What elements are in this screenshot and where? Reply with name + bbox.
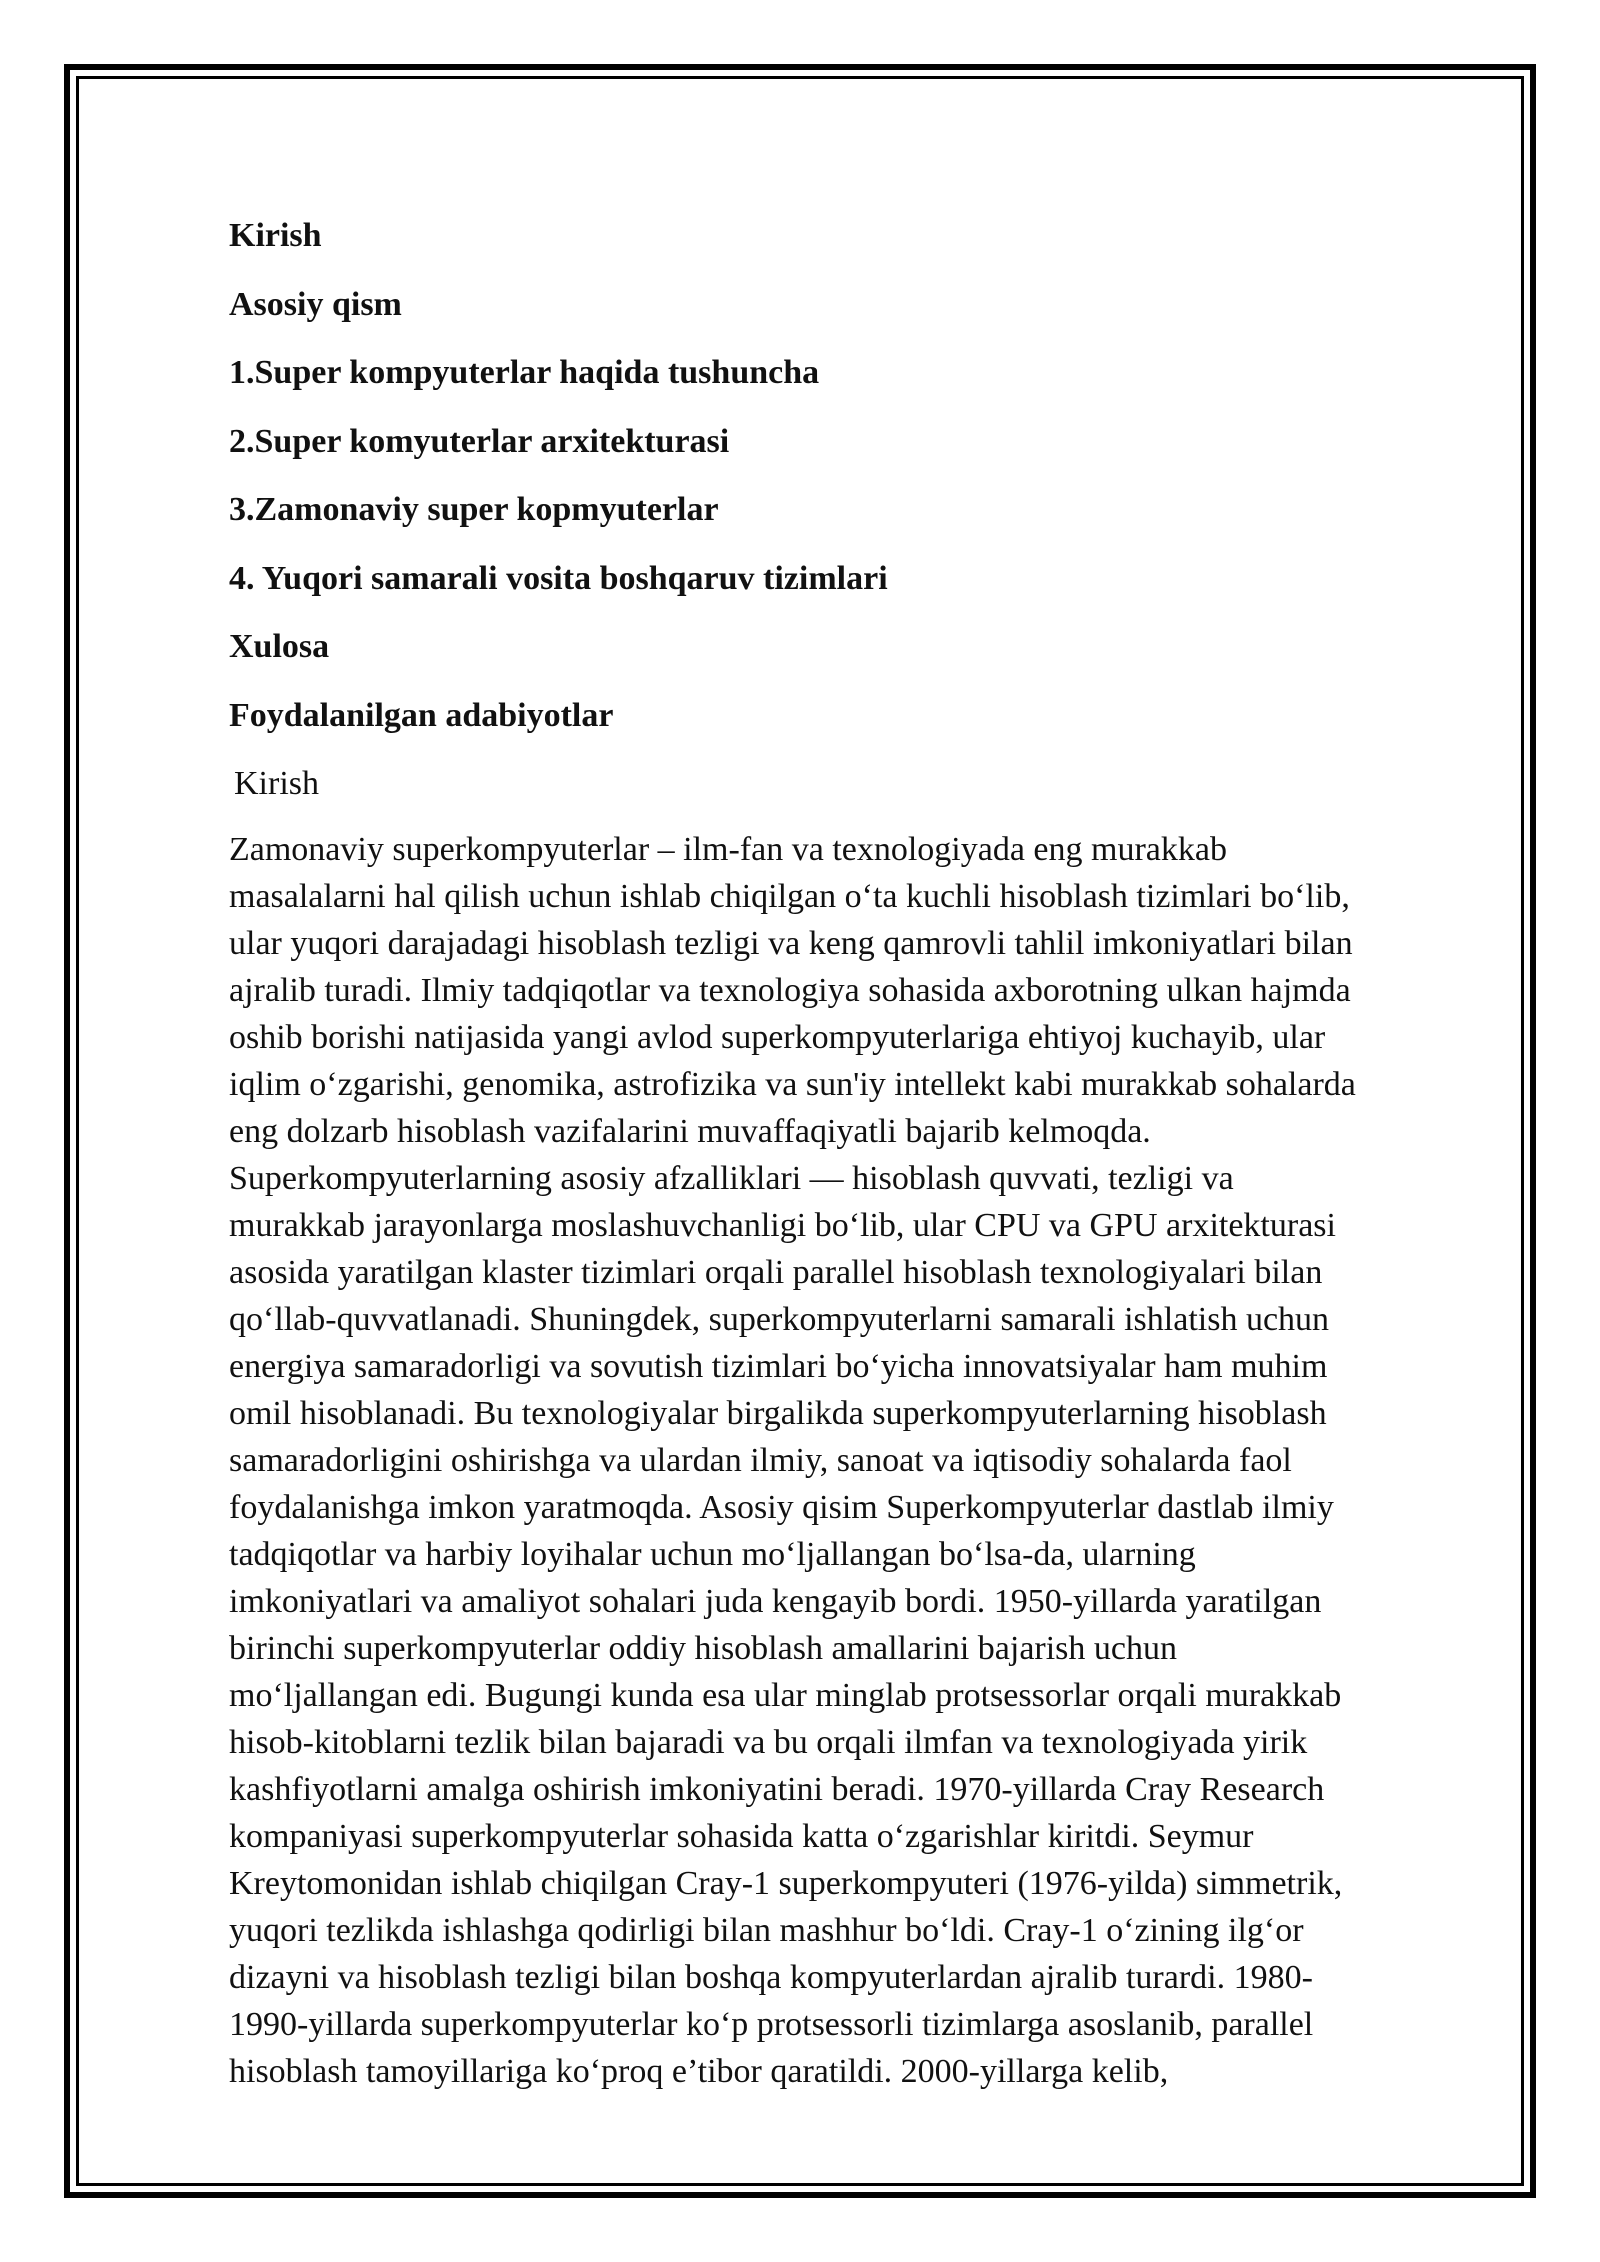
paragraph-line: samaradorligini oshirishga va ulardan ilmiy, sanoat va iqtisodiy sohalarda faol [229, 1442, 1292, 1479]
toc-item-intro: Kirish [229, 217, 322, 254]
paragraph-line: birinchi superkompyuterlar oddiy hisoblash amallarini bajarish uchun [229, 1630, 1177, 1667]
paragraph-line: kashfiyotlarni amalga oshirish imkoniyatini beradi. 1970-yillarda Cray Research [229, 1771, 1325, 1808]
paragraph-line: qo‘llab-quvvatlanadi. Shuningdek, superkompyuterlarni samarali ishlatish uchun [229, 1301, 1330, 1338]
paragraph-line: yuqori tezlikda ishlashga qodirligi bilan mashhur bo‘ldi. Cray-1 o‘zining ilg‘or [229, 1912, 1304, 1949]
paragraph-line: omil hisoblanadi. Bu texnologiyalar birgalikda superkompyuterlarning hisoblash [229, 1395, 1327, 1432]
toc-item-main-part: Asosiy qism [229, 285, 402, 323]
paragraph-line: energiya samaradorligi va sovutish tizimlari bo‘yicha innovatsiyalar ham muhim [229, 1348, 1328, 1385]
paragraph-line: ular yuqori darajadagi hisoblash tezligi va keng qamrovli tahlil imkoniyatlari bilan [229, 925, 1353, 962]
paragraph-line: masalalarni hal qilish uchun ishlab chiqilgan o‘ta kuchli hisoblash tizimlari bo‘lib, [229, 878, 1350, 915]
toc-item-section-4: 4. Yuqori samarali vosita boshqaruv tizimlari [229, 559, 888, 597]
paragraph-line: eng dolzarb hisoblash vazifalarini muvaffaqiyatli bajarib kelmoqda. [229, 1113, 1151, 1150]
paragraph-line: 1990-yillarda superkompyuterlar ko‘p protsessorli tizimlarga asoslanib, parallel [229, 2006, 1314, 2043]
paragraph-line: Zamonaviy superkompyuterlar – ilm-fan va texnologiyada eng murakkab [229, 831, 1227, 868]
paragraph-line: asosida yaratilgan klaster tizimlari orqali parallel hisoblash texnologiyalari bilan [229, 1254, 1323, 1291]
toc-item-conclusion: Xulosa [229, 628, 330, 665]
table-of-contents [229, 216, 1491, 736]
paragraph-line: imkoniyatlari va amaliyot sohalari juda kengayib bordi. 1950-yillarda yaratilgan [229, 1583, 1322, 1620]
toc-item-section-1: 1.Super kompyuterlar haqida tushuncha [229, 354, 820, 391]
toc-item-section-3: 3.Zamonaviy super kopmyuterlar [229, 491, 719, 528]
toc-item-references: Foydalanilgan adabiyotlar [229, 696, 614, 734]
paragraph-line: hisob-kitoblarni tezlik bilan bajaradi va bu orqali ilmfan va texnologiyada yirik [229, 1724, 1308, 1761]
paragraph-line: murakkab jarayonlarga moslashuvchanligi bo‘lib, ular CPU va GPU arxitekturasi [229, 1207, 1336, 1244]
paragraph-line: hisoblash tamoyillariga ko‘proq e’tibor qaratildi. 2000-yillarga kelib, [229, 2053, 1169, 2090]
intro-heading: Kirish [234, 765, 319, 802]
paragraph-line: oshib borishi natijasida yangi avlod superkompyuterlariga ehtiyoj kuchayib, ular [229, 1019, 1326, 1056]
toc-item-section-2: 2.Super komyuterlar arxitekturasi [229, 422, 730, 460]
document-content [229, 216, 1491, 2095]
paragraph-line: dizayni va hisoblash tezligi bilan boshqa kompyuterlardan ajralib turardi. 1980- [229, 1959, 1313, 1996]
paragraph-line: ajralib turadi. Ilmiy tadqiqotlar va texnologiya sohasida axborotning ulkan hajmda [229, 972, 1351, 1009]
intro-paragraph [229, 826, 1491, 2095]
paragraph-line: tadqiqotlar va harbiy loyihalar uchun mo‘ljallangan bo‘lsa-da, ularning [229, 1536, 1196, 1573]
paragraph-line: kompaniyasi superkompyuterlar sohasida katta o‘zgarishlar kiritdi. Seymur [229, 1818, 1254, 1855]
paragraph-line: Superkompyuterlarning asosiy afzalliklari — hisoblash quvvati, tezligi va [229, 1160, 1234, 1197]
paragraph-line: mo‘ljallangan edi. Bugungi kunda esa ular minglab protsessorlar orqali murakkab [229, 1677, 1342, 1714]
paragraph-line: foydalanishga imkon yaratmoqda. Asosiy qisim Superkompyuterlar dastlab ilmiy [229, 1489, 1334, 1526]
paragraph-line: iqlim o‘zgarishi, genomika, astrofizika va sun'iy intellekt kabi murakkab sohalarda [229, 1066, 1356, 1103]
paragraph-line: Kreytomonidan ishlab chiqilgan Cray-1 superkompyuteri (1976-yilda) simmetrik, [229, 1865, 1343, 1902]
